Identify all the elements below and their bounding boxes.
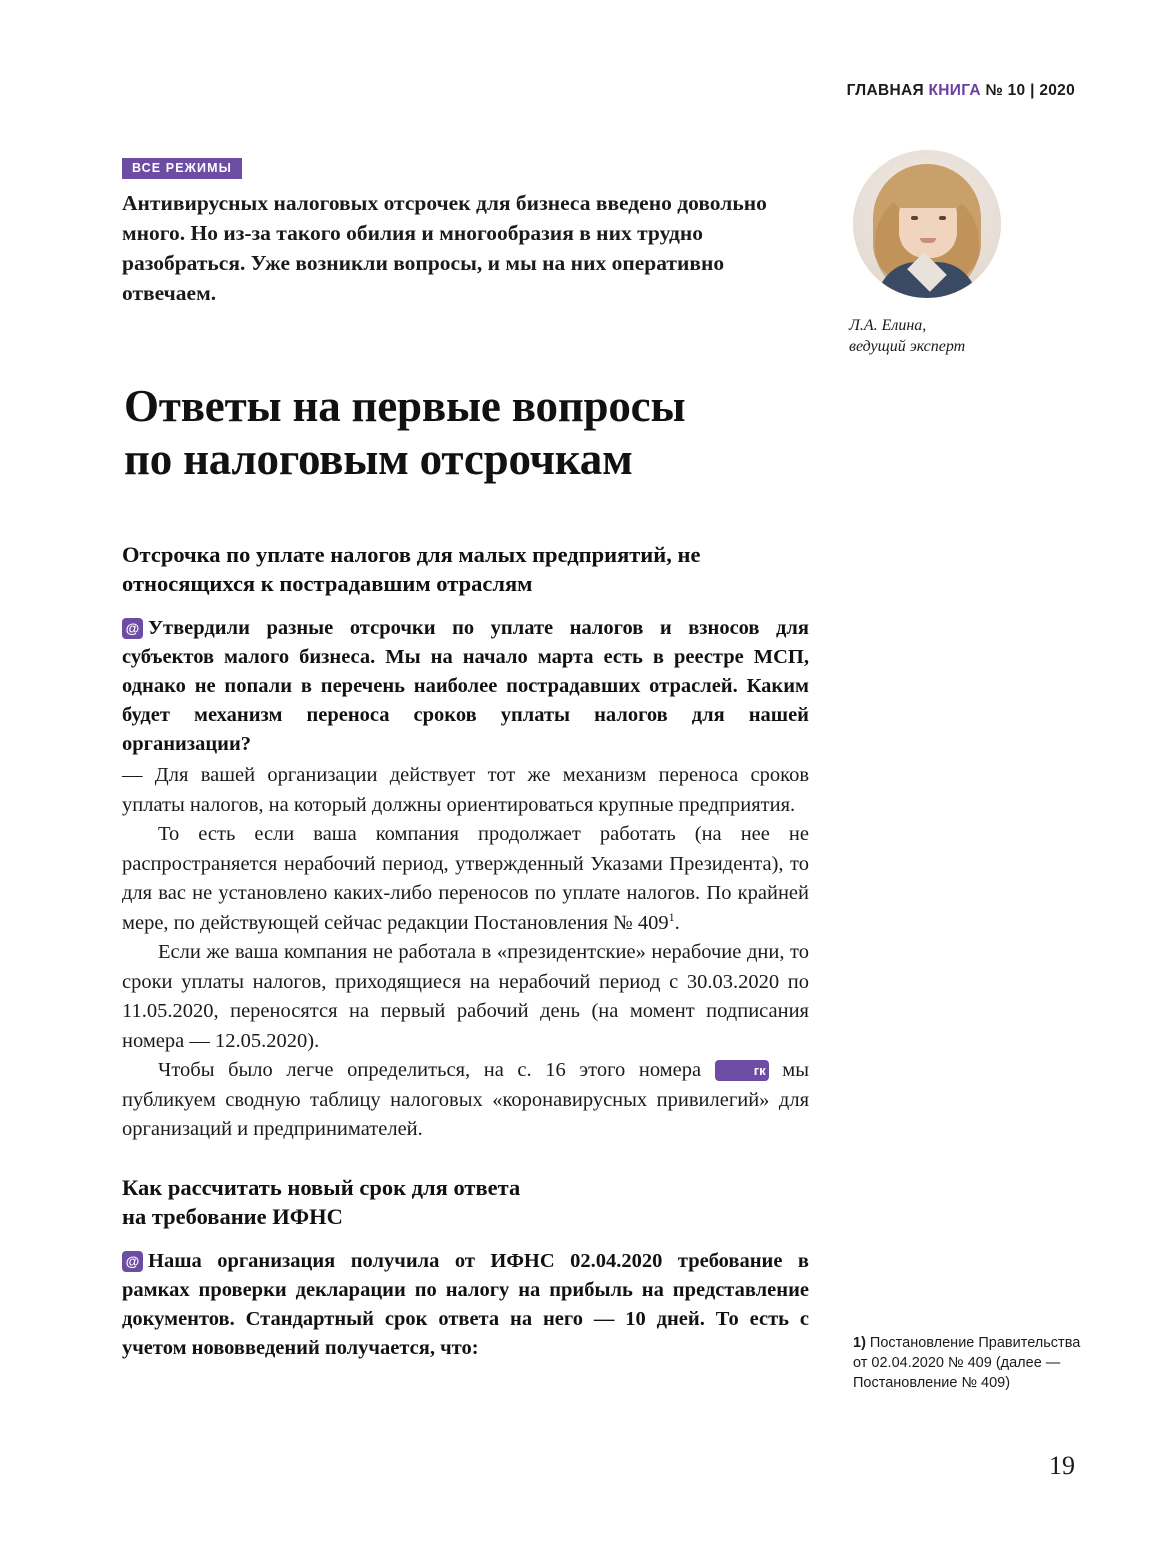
gk-reference-icon[interactable]: гк (715, 1060, 769, 1081)
answer-paragraph-4 (122, 1056, 809, 1145)
avatar (853, 150, 1001, 298)
right-eye-shape (939, 216, 946, 220)
author-role: ведущий эксперт (849, 338, 966, 355)
issue-number: № 10 | 2020 (985, 82, 1075, 99)
page-number: 19 (1049, 1451, 1075, 1480)
footnote-marker-ref: 1 (668, 909, 675, 924)
section-heading-1: Отсрочка по уплате налогов для малых предприятий, не относящихся к пострадавшим отраслям (122, 542, 701, 596)
answer-paragraph-4-before: Чтобы было легче определиться, на с. 16 этого номера (158, 1059, 702, 1081)
footnote (853, 1333, 1085, 1393)
at-icon: @ (122, 1251, 143, 1272)
question-text-1: Утвердили разные отсрочки по уплате налогов и взносов для субъектов малого бизнеса. Мы на начало марта есть в реестре МСП, однако не попали в перечень наиболее пострадавших отраслей. Каким будет механизм переноса сроков уплаты налогов для нашей организации? (122, 617, 809, 755)
answer-paragraph-2-text: То есть если ваша компания продолжает работать (на нее не распространяется нерабочий период, утвержденный Указами Президента), то для вас не установлено каких-либо переносов по уплате налогов. По крайней мере, по действующей сейчас редакции Постановления № 409 (122, 823, 809, 934)
mouth-shape (920, 238, 936, 243)
left-eye-shape (911, 216, 918, 220)
page-title-line2: по налоговым отсрочкам (124, 434, 633, 484)
footnote-marker: 1) (853, 1335, 866, 1351)
answer-paragraph-2-end: . (674, 911, 680, 934)
magazine-name-main: ГЛАВНАЯ (846, 82, 924, 99)
article-body (122, 540, 809, 1365)
category-badge: ВСЕ РЕЖИМЫ (122, 158, 242, 179)
answer-paragraph-4-after: мы публикуем сводную таблицу налоговых «коронавирусных привилегий» для организаций и предпринимателей. (122, 1059, 810, 1140)
footnote-text: Постановление Правительства от 02.04.2020 № 409 (далее — Постановление № 409) (853, 1335, 1081, 1391)
answer-paragraph-2 (122, 820, 809, 938)
lead-paragraph: Антивирусных налоговых отсрочек для бизнеса введено довольно много. Но из-за такого обилия и многообразия в них трудно разобраться. Уже возникли вопросы, и мы на них оперативно отвечаем. (122, 191, 767, 305)
running-head (847, 82, 1075, 100)
question-text-2: Наша организация получила от ИФНС 02.04.2020 требование в рамках проверки декларации по налогу на прибыль на представление документов. Стандартный срок ответа на него — 10 дней. То есть с учетом нововведений получается, что: (122, 1249, 809, 1359)
answer-paragraph-3: Если же ваша компания не работала в «президентские» нерабочие дни, то сроки уплаты налогов, приходящиеся на нерабочий период с 30.03.2020 по 11.05.2020, переносятся на первый рабочий день (на момент подписания номера — 12.05.2020). (122, 941, 809, 1052)
question-block-2 (122, 1247, 809, 1363)
author-byline (849, 315, 1079, 357)
section-heading-2-line2: на требование ИФНС (122, 1203, 343, 1229)
question-block-1 (122, 614, 809, 759)
answer-paragraph-1: — Для вашей организации действует тот же механизм переноса сроков уплаты налогов, на который должны ориентироваться крупные предприятия. (122, 764, 809, 816)
page-title-line1: Ответы на первые вопросы (124, 381, 686, 431)
page-title (124, 380, 924, 486)
magazine-name-accent: КНИГА (928, 82, 981, 99)
fringe-shape (893, 178, 963, 208)
at-icon: @ (122, 618, 143, 639)
section-heading-2-line1: Как рассчитать новый срок для ответа (122, 1174, 521, 1200)
section-spacer (122, 1145, 809, 1173)
section-heading-2 (122, 1173, 809, 1231)
author-name: Л.А. Елина, (849, 317, 927, 334)
